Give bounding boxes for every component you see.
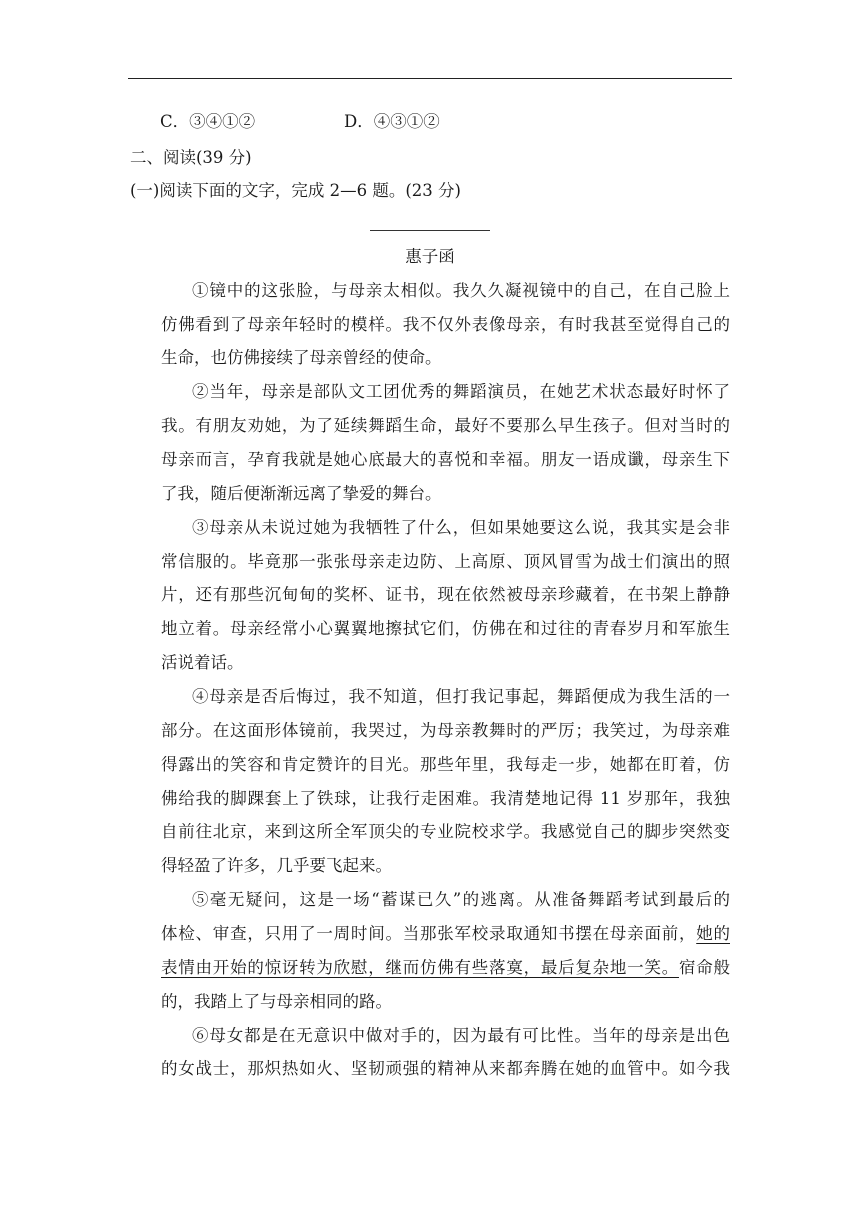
paragraph-3-line: 地立着。母亲经常小心翼翼地擦拭它们，仿佛在和过往的青春岁月和军旅生 — [161, 619, 730, 638]
paragraph-3-line: 活说着话。 — [161, 653, 244, 672]
reading-instructions: (一)阅读下面的文字，完成 2—6 题。(23 分) — [130, 181, 461, 200]
paragraph-5-line — [161, 924, 730, 944]
paragraph-3-line: 片，还有那些沉甸甸的奖杯、证书，现在依然被母亲珍藏着，在书架上静静 — [161, 585, 730, 604]
paragraph-2-line: 了我，随后便渐渐远离了挚爱的舞台。 — [161, 484, 442, 503]
paragraph-4-line: 佛给我的脚踝套上了铁球，让我行走困难。我清楚地记得 11 岁那年，我独 — [161, 789, 730, 808]
paragraph-6-line: 的女战士，那炽热如火、坚韧顽强的精神从来都奔腾在她的血管中。如今我 — [161, 1059, 730, 1078]
option-c: C．③④①② — [160, 112, 256, 131]
paragraph-2-line: 母亲而言，孕育我就是她心底最大的喜悦和幸福。朋友一语成谶，母亲生下 — [161, 450, 730, 469]
paragraph-3-line: 常信服的。毕竟那一张张母亲走边防、上高原、顶风冒雪为战士们演出的照 — [161, 552, 730, 571]
paragraph-6-line: ⑥母女都是在无意识中做对手的，因为最有可比性。当年的母亲是出色 — [192, 1026, 730, 1045]
underlined-passage: 表情由开始的惊讶转为欣慰，继而仿佛有些落寞，最后复杂地一笑。 — [161, 958, 679, 977]
title-blank-line — [370, 230, 490, 231]
paragraph-1-line: ①镜中的这张脸，与母亲太相似。我久久凝视镜中的自己，在自己脸上 — [192, 281, 730, 300]
paragraph-2-line: ②当年，母亲是部队文工团优秀的舞蹈演员，在她艺术状态最好时怀了 — [192, 382, 730, 401]
answer-options — [160, 112, 440, 132]
section-heading: 二、阅读(39 分) — [130, 148, 252, 167]
paragraph-4-line: 得轻盈了许多，几乎要飞起来。 — [161, 856, 392, 875]
paragraph-4-line: 部分。在这面形体镜前，我哭过，为母亲教舞时的严厉；我笑过，为母亲难 — [161, 721, 730, 740]
paragraph-2-line: 我。有朋友劝她，为了延续舞蹈生命，最好不要那么早生孩子。但对当时的 — [161, 416, 730, 435]
option-d: D．④③①② — [344, 112, 440, 131]
paragraph-1-line: 生命，也仿佛接续了母亲曾经的使命。 — [161, 348, 442, 367]
paragraph-5-line: 的，我踏上了与母亲相同的路。 — [161, 992, 392, 1011]
paragraph-3-line: ③母亲从未说过她为我牺牲了什么，但如果她要这么说，我其实是会非 — [192, 518, 730, 537]
paragraph-4-line: 得露出的笑容和肯定赞许的目光。那些年里，我每走一步，她都在盯着，仿 — [161, 755, 730, 774]
paragraph-4-line: ④母亲是否后悔过，我不知道，但打我记事起，舞蹈便成为我生活的一 — [192, 687, 730, 706]
paragraph-5-line: ⑤毫无疑问，这是一场“蓄谋已久”的逃离。从准备舞蹈考试到最后的 — [192, 890, 730, 909]
paragraph-4-line: 自前往北京，来到这所全军顶尖的专业院校求学。我感觉自己的脚步突然变 — [161, 822, 730, 841]
underlined-passage: 她的 — [696, 924, 730, 943]
paragraph-5-text: 体检、审查，只用了一周时间。当那张军校录取通知书摆在母亲面前， — [161, 924, 697, 943]
paragraph-5-line — [161, 958, 730, 978]
paragraph-1-line: 仿佛看到了母亲年轻时的模样。我不仅外表像母亲，有时我甚至觉得自己的 — [161, 315, 730, 334]
article-author: 惠子函 — [405, 247, 455, 266]
header-rule — [128, 78, 732, 79]
paragraph-5-text: 宿命般 — [678, 958, 730, 977]
